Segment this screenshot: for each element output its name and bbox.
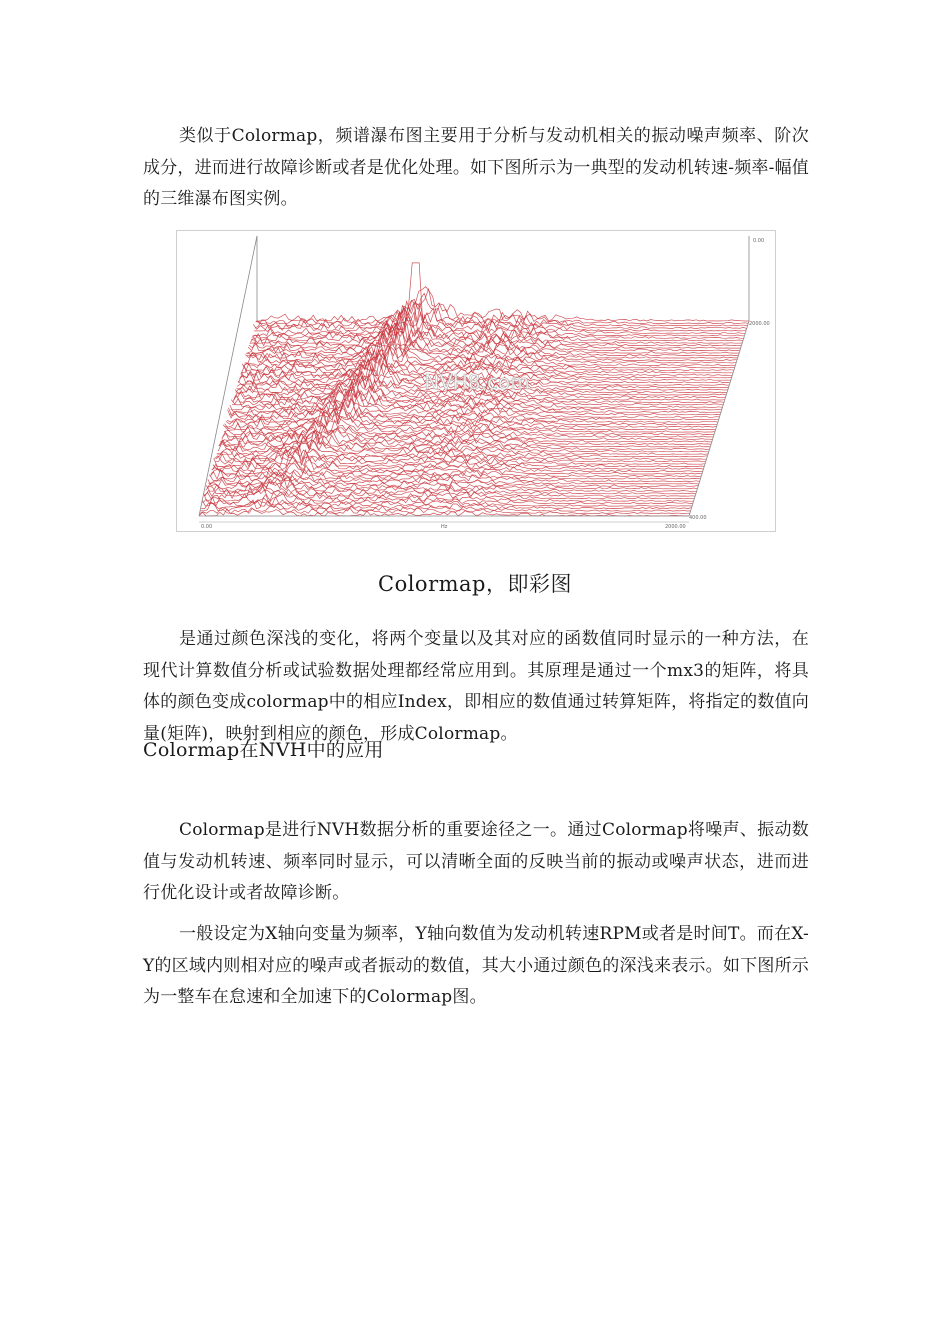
waterfall-figure: [176, 230, 776, 532]
x-tick-end: 2000.00: [665, 524, 686, 530]
colormap-heading: Colormap，即彩图: [378, 572, 572, 596]
spectrum-line: [199, 508, 689, 516]
y-tick-start: 400.00: [689, 515, 707, 521]
y-tick-end: 2000.00: [749, 321, 770, 327]
nvh-paragraph: Colormap是进行NVH数据分析的重要途径之一。通过Colormap将噪声、振动数值与发动机转速、频率同时显示，可以清晰全面的反映当前的振动或噪声状态，进而进行优化设计或者故障诊断。: [143, 820, 809, 903]
waterfall-plot: [177, 231, 775, 531]
z-tick-top: 0.00: [753, 238, 765, 244]
spectrum-line: [215, 445, 706, 461]
spectrum-line: [221, 429, 712, 442]
x-tick-start: 0.00: [201, 524, 213, 530]
intro-paragraph: 类似于Colormap，频谱瀑布图主要用于分析与发动机相关的振动噪声频率、阶次成分，进而进行故障诊断或者是优化处理。如下图所示为一典型的发动机转速-频率-幅值的三维瀑布图实例。: [143, 126, 809, 209]
nvh-application-heading: Colormap在NVH中的应用: [143, 739, 384, 761]
x-unit-label: Hz: [441, 524, 448, 530]
axis-definition-paragraph: 一般设定为X轴向变量为频率，Y轴向数值为发动机转速RPM或者是时间T。而在X-Y的区域内则相对应的噪声或者振动的数值，其大小通过颜色的深浅来表示。如下图所示为一整车在怠速和全加速下的Colormap图。: [143, 924, 809, 1007]
colormap-description: 是通过颜色深浅的变化，将两个变量以及其对应的函数值同时显示的一种方法，在现代计算数值分析或试验数据处理都经常应用到。其原理是通过一个mx3的矩阵，将具体的颜色变成colormap中的相应Index，即相应的数值通过转算矩阵，将指定的数值向量(矩阵)，映射到相应的颜色，形成Colormap。: [143, 629, 809, 744]
spectrum-line: [257, 287, 749, 321]
watermark: NVH8.com: [424, 370, 530, 394]
